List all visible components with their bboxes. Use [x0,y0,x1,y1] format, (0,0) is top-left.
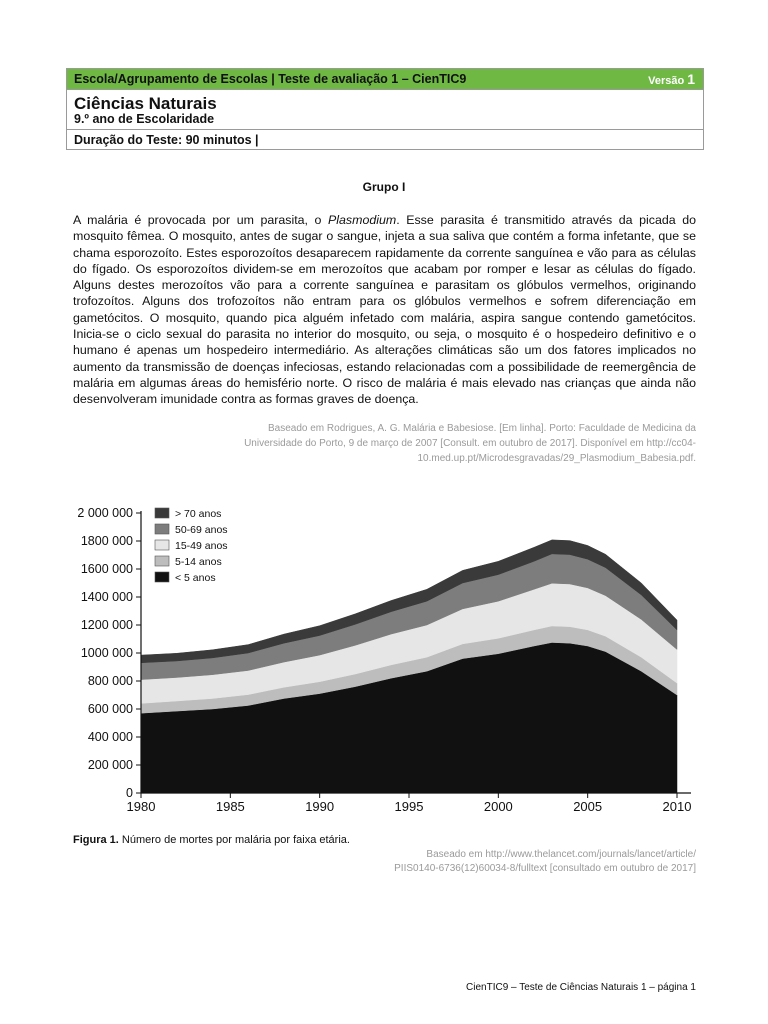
test-header [66,68,704,150]
legend-swatch [155,556,169,566]
source-line: Universidade do Porto, 9 de março de 2007 [Consult. em outubro de 2017]. Disponível em http://cc04- [244,438,696,449]
legend-label: < 5 anos [175,572,216,584]
header-bar [67,69,703,90]
y-tick-label: 200 000 [87,758,133,772]
x-tick-label: 1985 [215,799,245,814]
figure-label: Figura 1. [73,834,119,846]
source-line: 10.med.up.pt/Microdesgravadas/29_Plasmodium_Babesia.pdf. [417,453,696,464]
paragraph-rest: . Esse parasita é transmitido através da picada do mosquito fêmea. O mosquito, antes de sugar o sangue, injeta a sua saliva que contém a forma infetante, que se chama esporozoíto. Estes esporozoítos desaparecem rapidamente da corrente sanguínea e vão para as células do fígado. Os esporozoítos dividem-se em merozoítos que acabam por romper e lesar as células do fígado. Alguns destes merozoítos vão para a corrente sanguínea e parasitam os glóbulos vermelhos, originando trofozoítos. Alguns dos trofozoítos não entram para os glóbulos vermelhos e sofrem diferenciação em gametócitos. O mosquito, quando pica alguém infetado com malária, aspira sangue contendo gametócitos. Inicia-se o ciclo sexual do parasita no interior do mosquito, ou seja, o mosquito é o hospedeiro definitivo e o humano é apenas um hospedeiro intermediário. As alterações climáticas são um dos fatores implicados no aumento da transmissão de doenças infeciosas, estando relacionadas com a possibilidade de reemergência de malária em algumas áreas do hemisfério norte. O risco de malária é mais elevado nas crianças que ainda não desenvolveram imunidade contra as formas graves de doença. [73,213,696,407]
duration-label: Duração do Teste: 90 minutos | [74,133,259,147]
x-tick-label: 2000 [483,799,513,814]
y-tick-label: 1800 000 [80,534,133,548]
chart-svg [0,495,768,825]
body-paragraph [73,212,696,408]
y-tick-label: 1400 000 [80,590,133,604]
y-tick-label: 2 000 000 [77,506,133,520]
y-tick-label: 400 000 [87,730,133,744]
y-tick-label: 0 [126,786,133,800]
x-tick-label: 1990 [305,799,335,814]
legend-swatch [155,508,169,518]
legend-label: > 70 anos [175,508,222,520]
y-tick-label: 800 000 [87,674,133,688]
x-tick-label: 2010 [662,799,692,814]
group-title: Grupo I [362,180,406,194]
page-footer: CienTIC9 – Teste de Ciências Naturais 1 – página 1 [466,982,696,993]
x-tick-label: 2005 [573,799,603,814]
figure-source [300,848,696,876]
subject-row [67,90,703,130]
school-line: Escola/Agrupamento de Escolas | Teste de avaliação 1 – CienTIC9 [74,72,467,86]
text-source [200,421,696,466]
legend-label: 15-49 anos [175,540,228,552]
version-badge [648,71,695,87]
legend-label: 50-69 anos [175,524,228,536]
x-tick-label: 1995 [394,799,424,814]
grade-label: 9.º ano de Escolaridade [74,112,215,126]
legend-swatch [155,540,169,550]
paragraph-start: A malária é provocada por um parasita, o [73,213,329,227]
figure-text: Número de mortes por malária por faixa etária. [118,834,350,846]
legend-swatch [155,524,169,534]
x-tick-label: 1980 [126,799,156,814]
figure-caption [73,834,350,846]
subject-title: Ciências Naturais [74,94,217,113]
version-number: 1 [687,71,695,87]
source-line: Baseado em http://www.thelancet.com/journals/lancet/article/ [426,849,696,860]
y-tick-label: 1600 000 [80,562,133,576]
version-label: Versão [648,75,685,87]
y-tick-label: 1000 000 [80,646,133,660]
source-line: PIIS0140-6736(12)60034-8/fulltext [consultado em outubro de 2017] [394,863,696,874]
legend-swatch [155,572,169,582]
malaria-chart [0,495,768,825]
legend-label: 5-14 anos [175,556,222,568]
source-line: Baseado em Rodrigues, A. G. Malária e Babesiose. [Em linha]. Porto: Faculdade de Medicina da [267,423,696,434]
y-tick-label: 600 000 [87,702,133,716]
paragraph-italic: Plasmodium [328,213,397,227]
y-tick-label: 1200 000 [80,618,133,632]
